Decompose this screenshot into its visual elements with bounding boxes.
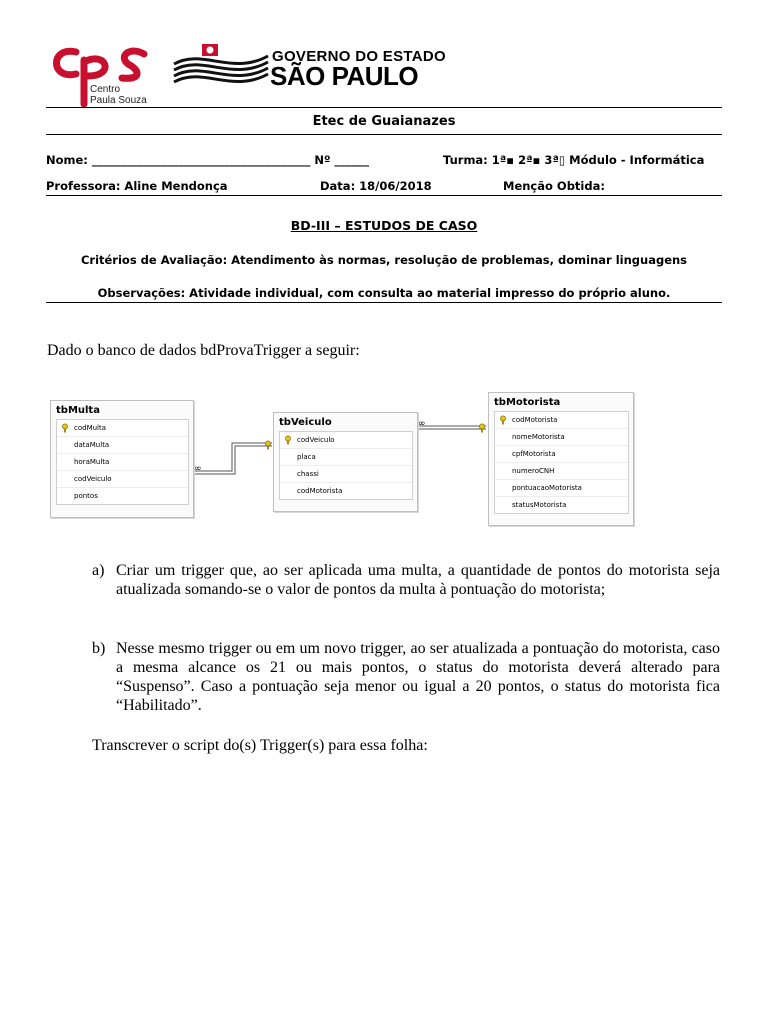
date-field: Data: 18/06/2018 (320, 179, 432, 193)
sp-flag-icon (172, 42, 272, 92)
column-name: codMotorista (512, 416, 558, 424)
column-name: statusMotorista (512, 501, 567, 509)
cps-logo-line2: Paula Souza (90, 95, 147, 106)
document-title: BD-III – ESTUDOS DE CASO (290, 218, 478, 233)
column-row (57, 471, 188, 488)
intro-text: Dado o banco de dados bdProvaTrigger a seguir: (47, 342, 360, 359)
gov-line2: SÃO PAULO (270, 61, 419, 91)
column-row (280, 432, 412, 449)
school-name: Etec de Guaianazes (312, 114, 456, 129)
column-name: horaMulta (74, 458, 110, 466)
table-title: tbMotorista (494, 397, 561, 408)
table-title: tbMulta (56, 405, 100, 416)
column-row (495, 412, 628, 429)
column-name: placa (297, 453, 316, 461)
column-row (57, 488, 188, 504)
column-name: pontos (74, 492, 98, 500)
question-a (92, 561, 720, 599)
question-text: Criar um trigger que, ao ser aplicada uma multa, a quantidade de pontos do motorista seja atualizada somando-se o valor de pontos da multa à pontuação do motorista; (116, 562, 720, 598)
column-list (56, 419, 189, 505)
column-name: codVeiculo (74, 475, 112, 483)
column-list (279, 431, 413, 500)
column-row (280, 466, 412, 483)
column-name: cpfMotorista (512, 450, 556, 458)
turma-field: Turma: 1ª▪ 2ª▪ 3ª▯ Módulo - Informática (443, 153, 705, 167)
cps-logo-line1: Centro (90, 84, 121, 95)
column-row (57, 420, 188, 437)
relationship-many-icon: ∞ (418, 419, 426, 429)
column-row (495, 480, 628, 497)
divider (46, 134, 722, 135)
question-marker: a) (92, 562, 105, 579)
column-name: numeroCNH (512, 467, 555, 475)
column-name: pontuacaoMotorista (512, 484, 582, 492)
cps-logo (44, 40, 154, 108)
table-title: tbVeiculo (279, 417, 332, 428)
question-marker: b) (92, 640, 106, 657)
relationship-many-icon: ∞ (194, 464, 202, 474)
column-row (495, 463, 628, 480)
name-field: Nome: ______________________________________ Nº ______ (46, 153, 370, 167)
primary-key-icon (284, 435, 292, 445)
table-tbmotorista[interactable] (488, 392, 634, 526)
column-row (280, 483, 412, 499)
observations: Observações: Atividade individual, com consulta ao material impresso do próprio aluno. (97, 286, 671, 300)
table-tbveiculo[interactable] (273, 412, 418, 512)
primary-key-icon (499, 415, 507, 425)
column-row (495, 429, 628, 446)
divider (46, 107, 722, 108)
column-name: codVeiculo (297, 436, 335, 444)
divider (46, 302, 722, 303)
primary-key-icon (61, 423, 69, 433)
column-row (495, 497, 628, 513)
question-b (92, 639, 720, 715)
closing-instruction: Transcrever o script do(s) Trigger(s) para essa folha: (92, 737, 428, 754)
column-row (57, 437, 188, 454)
relationship-key-icon (478, 423, 488, 433)
column-name: codMulta (74, 424, 107, 432)
professor-field: Professora: Aline Mendonça (46, 179, 228, 193)
sp-government-logo (172, 42, 447, 94)
column-row (280, 449, 412, 466)
column-row (495, 446, 628, 463)
table-tbmulta[interactable] (50, 400, 194, 518)
column-list (494, 411, 629, 514)
gov-line1: GOVERNO DO ESTADO (272, 48, 447, 65)
mencao-field: Menção Obtida: (503, 179, 605, 193)
criteria: Critérios de Avaliação: Atendimento às normas, resolução de problemas, dominar linguagens (80, 253, 688, 267)
column-name: dataMulta (74, 441, 110, 449)
column-name: chassi (297, 470, 319, 478)
column-name: codMotorista (297, 487, 343, 495)
column-name: nomeMotorista (512, 433, 565, 441)
database-diagram (46, 388, 646, 528)
question-text: Nesse mesmo trigger ou em um novo trigger, ao ser atualizada a pontuação do motorista, caso a mesma alcance os 21 ou mais pontos, o status do motorista deverá alterado para “Suspenso”. Caso a pontuação seja menor ou igual a 20 pontos, o status do motorista fica “Habilitado”. (116, 640, 720, 714)
divider (46, 195, 722, 196)
column-row (57, 454, 188, 471)
